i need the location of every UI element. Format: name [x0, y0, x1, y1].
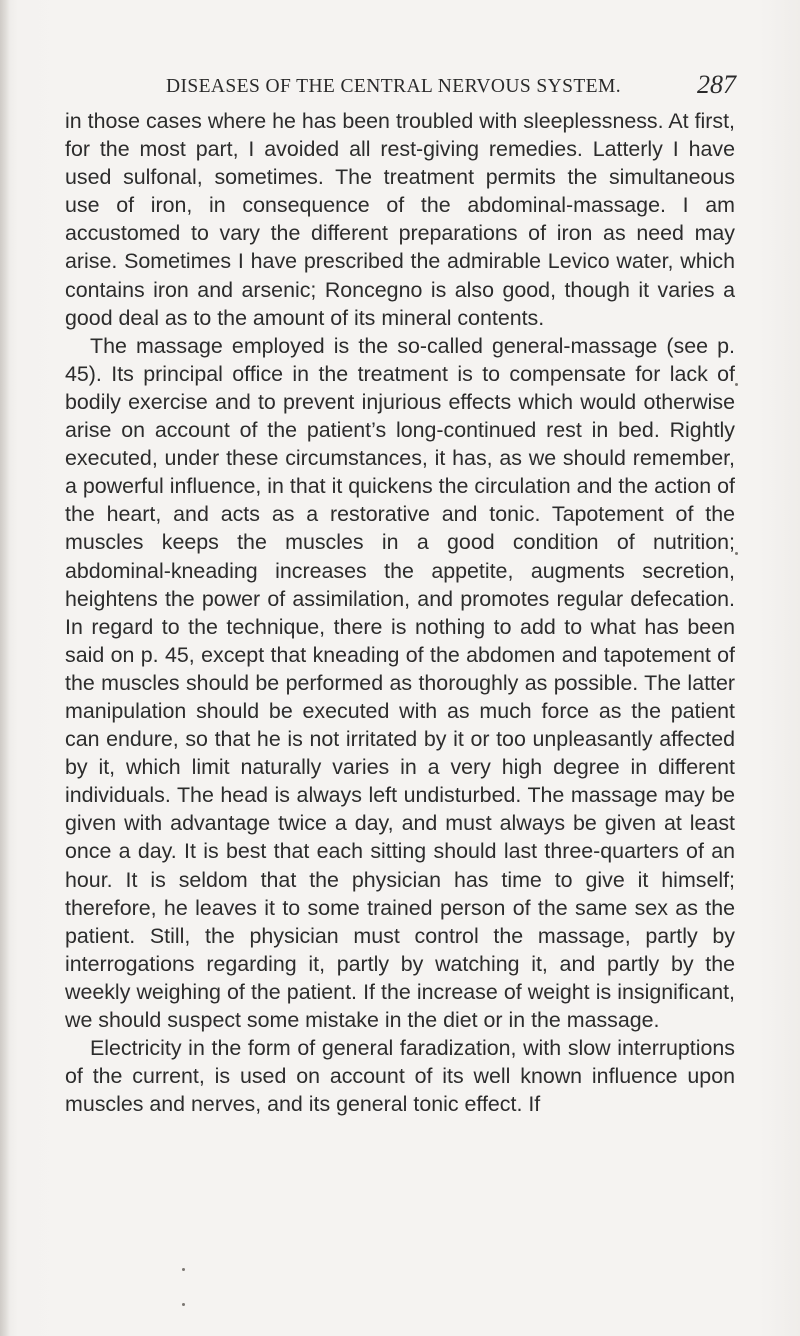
paper-speck	[182, 1268, 185, 1271]
running-title: DISEASES OF THE CENTRAL NERVOUS SYSTEM.	[166, 76, 621, 97]
paper-speck	[735, 552, 738, 555]
paper-speck	[735, 383, 738, 386]
binding-gutter-shadow	[0, 0, 10, 1336]
running-head	[166, 70, 736, 104]
page-number: 287	[697, 70, 736, 99]
paragraph-massage: The massage employed is the so-called general-massage (see p. 45). Its principal office in the treatment is to compensate for lack of bodily exercise and to prevent injurious effects which would otherwise arise on account of the patient’s long-continued rest in bed. Rightly executed, under these circumstances, it has, as we should remember, a powerful influence, in that it quickens the circulation and the action of the heart, and acts as a restorative and tonic. Tapotement of the muscles keeps the muscles in a good condition of nutrition; abdominal-kneading increases the appetite, augments secretion, heightens the power of assimilation, and promotes regular defecation. In regard to the technique, there is nothing to add to what has been said on p. 45, except that kneading of the abdomen and tapotement of the muscles should be performed as thoroughly as possible. The latter manipulation should be executed with as much force as the patient can endure, so that he is not irritated by it or too unpleasantly affected by it, which limit naturally varies in a very high degree in different individuals. The head is always left undisturbed. The massage may be given with advantage twice a day, and must always be given at least once a day. It is best that each sitting should last three-quarters of an hour. It is seldom that the physician has time to give it himself; therefore, he leaves it to some trained person of the same sex as the patient. Still, the physician must control the massage, partly by interrogations regarding it, partly by watching it, and partly by the weekly weighing of the patient. If the increase of weight is insignificant, we should suspect some mistake in the diet or in the massage.	[65, 333, 735, 1032]
paragraph-continued: in those cases where he has been troubled with sleeplessness. At first, for the most part, I avoided all rest-giving remedies. Latterly I have used sulfonal, sometimes. The treatment permits the simultaneous use of iron, in consequence of the abdominal-massage. I am accustomed to vary the different preparations of iron as need may arise. Sometimes I have prescribed the admirable Levico water, which contains iron and arsenic; Roncegno is also good, though it varies a good deal as to the amount of its mineral contents.	[65, 109, 735, 330]
paper-speck	[182, 1303, 185, 1306]
paragraph-electricity: Electricity in the form of general faradization, with slow interruptions of the current, is used on account of its well known influence upon muscles and nerves, and its general tonic effect. If	[65, 1036, 735, 1117]
body-text	[65, 107, 735, 1118]
